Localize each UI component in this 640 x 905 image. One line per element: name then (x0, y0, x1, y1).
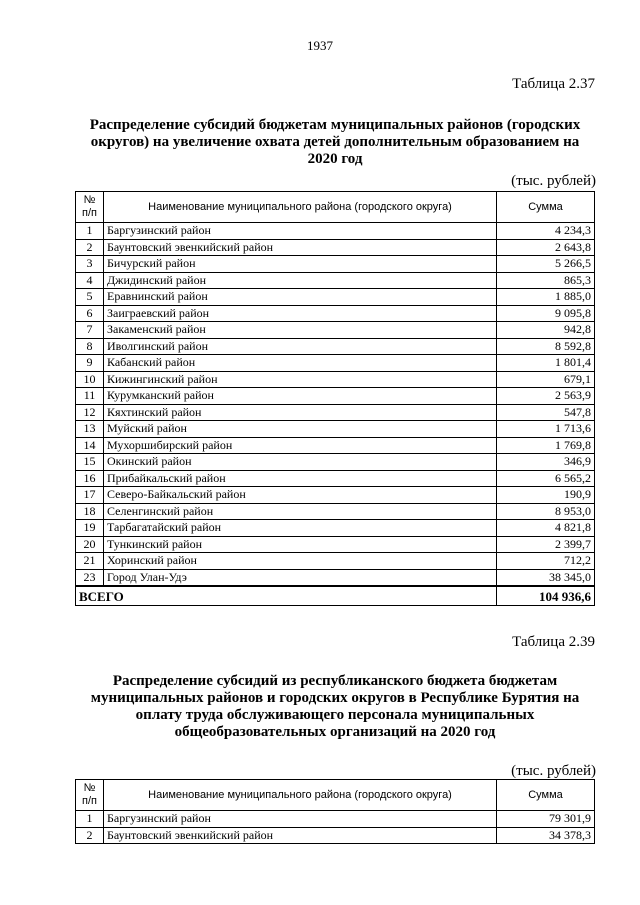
row-name: Город Улан-Удэ (104, 569, 497, 586)
row-name: Окинский район (104, 454, 497, 471)
row-num: 2 (76, 239, 104, 256)
row-sum: 6 565,2 (497, 470, 595, 487)
row-sum: 38 345,0 (497, 569, 595, 586)
row-sum: 79 301,9 (497, 811, 595, 828)
table-row (76, 322, 595, 339)
table-row (76, 256, 595, 273)
row-name: Баргузинский район (104, 223, 497, 240)
row-num: 12 (76, 404, 104, 421)
row-name: Баунтовский эвенкийский район (104, 239, 497, 256)
table-1-header-row (76, 192, 595, 223)
table-1 (75, 191, 595, 606)
row-sum: 2 399,7 (497, 536, 595, 553)
table-row (76, 520, 595, 537)
table-2-label: Таблица 2.39 (512, 634, 595, 650)
row-sum: 4 821,8 (497, 520, 595, 537)
table-row (76, 239, 595, 256)
row-sum: 1 713,6 (497, 421, 595, 438)
row-num: 16 (76, 470, 104, 487)
header-name: Наименование муниципального района (городского округа) (104, 780, 497, 811)
table-2-body (76, 811, 595, 844)
row-sum: 5 266,5 (497, 256, 595, 273)
row-sum: 865,3 (497, 272, 595, 289)
row-sum: 9 095,8 (497, 305, 595, 322)
row-name: Джидинский район (104, 272, 497, 289)
row-num: 20 (76, 536, 104, 553)
row-sum: 8 592,8 (497, 338, 595, 355)
row-name: Муйский район (104, 421, 497, 438)
row-name: Кабанский район (104, 355, 497, 372)
total-label: ВСЕГО (76, 586, 497, 606)
row-sum: 1 885,0 (497, 289, 595, 306)
table-row (76, 470, 595, 487)
row-name: Прибайкальский район (104, 470, 497, 487)
row-num: 15 (76, 454, 104, 471)
table-row (76, 487, 595, 504)
header-num: № п/п (76, 192, 104, 223)
table-row (76, 569, 595, 586)
row-num: 7 (76, 322, 104, 339)
table-row (76, 338, 595, 355)
table-row (76, 811, 595, 828)
table-row (76, 553, 595, 570)
row-name: Еравнинский район (104, 289, 497, 306)
table-row (76, 223, 595, 240)
table-row (76, 421, 595, 438)
table-row (76, 371, 595, 388)
table-row (76, 536, 595, 553)
row-name: Хоринский район (104, 553, 497, 570)
total-sum: 104 936,6 (497, 586, 595, 606)
row-num: 9 (76, 355, 104, 372)
table-row (76, 355, 595, 372)
row-sum: 190,9 (497, 487, 595, 504)
row-sum: 2 563,9 (497, 388, 595, 405)
row-name: Северо-Байкальский район (104, 487, 497, 504)
row-sum: 679,1 (497, 371, 595, 388)
table-2-header-row (76, 780, 595, 811)
row-name: Селенгинский район (104, 503, 497, 520)
header-name: Наименование муниципального района (городского округа) (104, 192, 497, 223)
row-num: 4 (76, 272, 104, 289)
row-sum: 1 769,8 (497, 437, 595, 454)
row-name: Баргузинский район (104, 811, 497, 828)
table-row (76, 388, 595, 405)
row-num: 3 (76, 256, 104, 273)
row-sum: 8 953,0 (497, 503, 595, 520)
page-number: 1937 (307, 38, 333, 53)
row-num: 14 (76, 437, 104, 454)
row-sum: 346,9 (497, 454, 595, 471)
row-num: 23 (76, 569, 104, 586)
row-sum: 942,8 (497, 322, 595, 339)
row-name: Мухоршибирский район (104, 437, 497, 454)
row-num: 5 (76, 289, 104, 306)
header-sum: Сумма (497, 780, 595, 811)
table-2-units: (тыс. рублей) (511, 763, 596, 779)
table-row (76, 454, 595, 471)
table-row (76, 437, 595, 454)
table-2 (75, 779, 595, 844)
row-num: 17 (76, 487, 104, 504)
table-2-title: Распределение субсидий из республиканского бюджета бюджетам муниципальных районов и городских округов в Республике Бурятия на оплату труда обслуживающего персонала муниципальных общеобразовательных организаций на 2020 год (90, 673, 580, 740)
table-1-label: Таблица 2.37 (512, 76, 595, 92)
row-num: 8 (76, 338, 104, 355)
header-num: № п/п (76, 780, 104, 811)
row-sum: 1 801,4 (497, 355, 595, 372)
table-row (76, 827, 595, 844)
row-num: 11 (76, 388, 104, 405)
row-name: Иволгинский район (104, 338, 497, 355)
row-num: 18 (76, 503, 104, 520)
row-name: Тункинский район (104, 536, 497, 553)
table-row (76, 272, 595, 289)
row-name: Заиграевский район (104, 305, 497, 322)
row-sum: 2 643,8 (497, 239, 595, 256)
row-num: 2 (76, 827, 104, 844)
table-1-title: Распределение субсидий бюджетам муниципальных районов (городских округов) на увеличение охвата детей дополнительным образованием на 2020 год (89, 117, 581, 167)
table-1-body (76, 223, 595, 587)
row-sum: 4 234,3 (497, 223, 595, 240)
row-num: 1 (76, 811, 104, 828)
row-sum: 547,8 (497, 404, 595, 421)
row-num: 10 (76, 371, 104, 388)
table-1-units: (тыс. рублей) (511, 173, 596, 189)
row-name: Тарбагатайский район (104, 520, 497, 537)
row-name: Курумканский район (104, 388, 497, 405)
table-row (76, 404, 595, 421)
row-name: Бичурский район (104, 256, 497, 273)
row-name: Кижингинский район (104, 371, 497, 388)
header-sum: Сумма (497, 192, 595, 223)
table-row (76, 503, 595, 520)
row-name: Закаменский район (104, 322, 497, 339)
table-1-total-row (76, 586, 595, 606)
row-num: 19 (76, 520, 104, 537)
table-row (76, 289, 595, 306)
table-row (76, 305, 595, 322)
row-num: 13 (76, 421, 104, 438)
row-name: Кяхтинский район (104, 404, 497, 421)
row-num: 6 (76, 305, 104, 322)
row-num: 1 (76, 223, 104, 240)
row-sum: 34 378,3 (497, 827, 595, 844)
row-name: Баунтовский эвенкийский район (104, 827, 497, 844)
row-num: 21 (76, 553, 104, 570)
row-sum: 712,2 (497, 553, 595, 570)
